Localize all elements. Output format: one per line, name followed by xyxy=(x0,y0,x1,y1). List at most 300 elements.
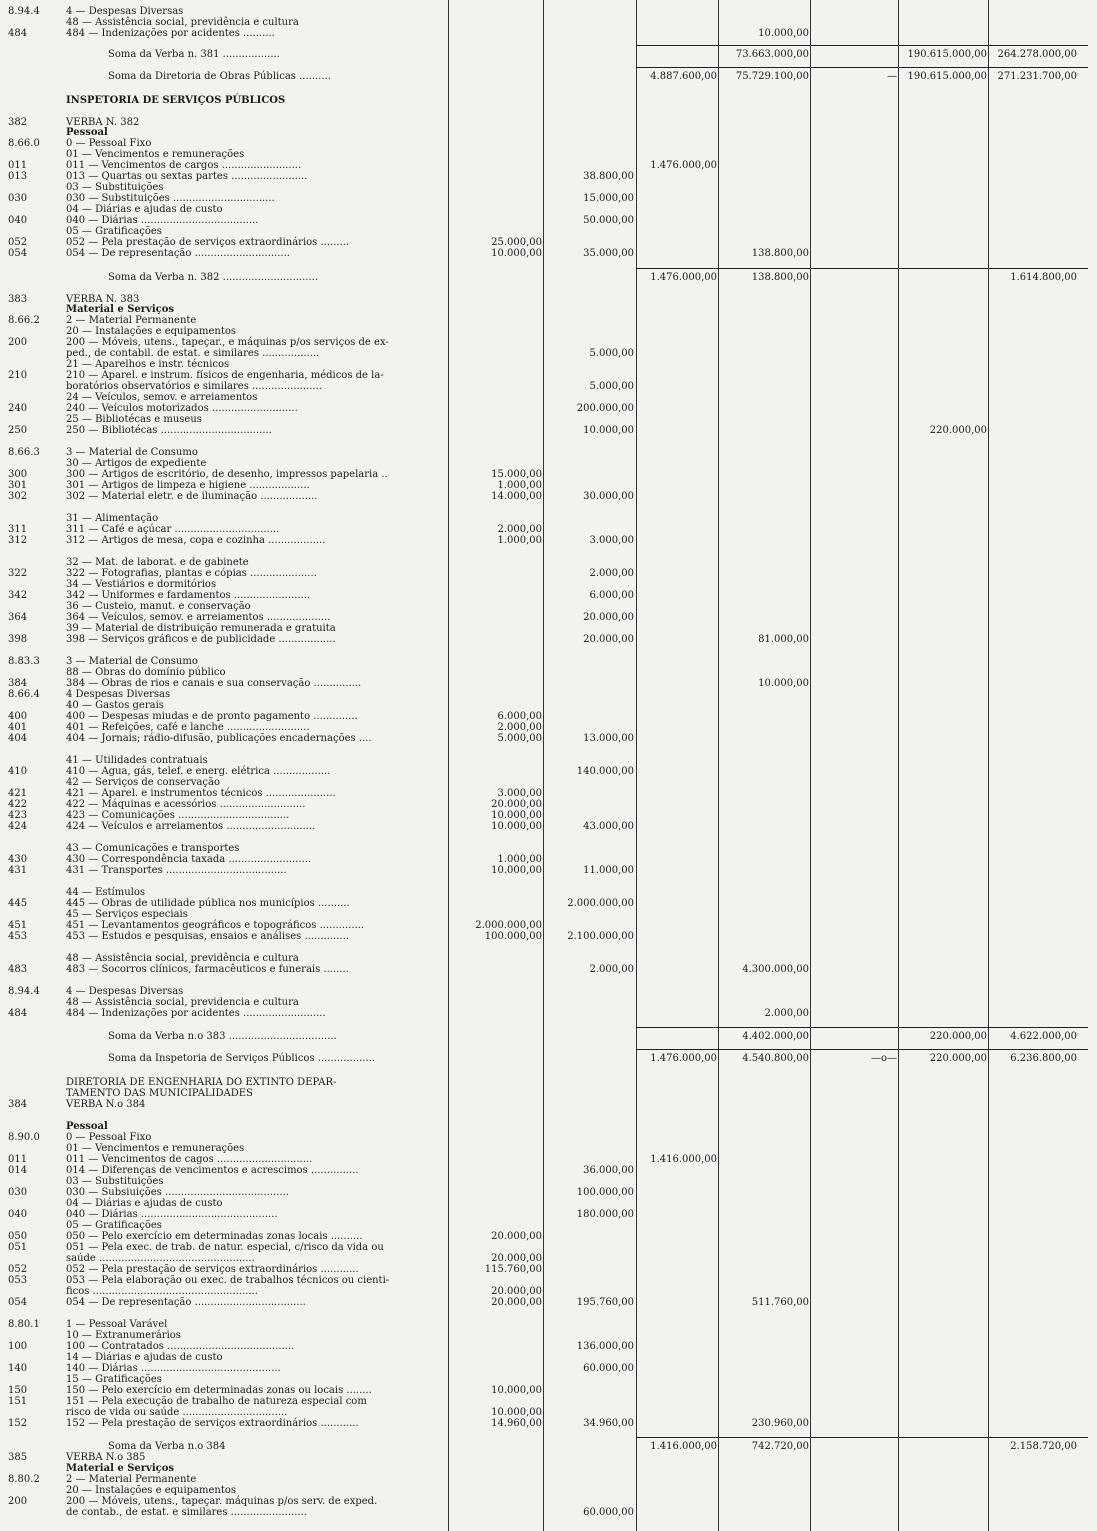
item-label: 054 — De representação ................................... xyxy=(66,1297,306,1308)
amount-column-2: 60.000,00 xyxy=(583,1363,634,1374)
item-code: 8.66.3 xyxy=(8,447,40,458)
amount-column-4: 138.800,00 xyxy=(751,248,809,259)
item-label: 040 — Diárias ..................................... xyxy=(66,215,259,226)
item-label: 32 — Mat. de laborat. e de gabinete xyxy=(66,557,249,568)
item-label: 484 — Indenizações por acidentes .......... xyxy=(66,28,275,39)
ledger-row xyxy=(0,568,1097,579)
item-label: 030 — Subsiuições ....................................... xyxy=(66,1187,289,1198)
amount-column-7: 271.231.700,00 xyxy=(997,71,1077,82)
item-label: 400 — Despesas miudas e de pronto pagamento .............. xyxy=(66,711,358,722)
item-label: 302 — Material eletr. e de iluminação .................. xyxy=(66,491,318,502)
amount-column-5: — xyxy=(887,71,897,82)
item-label: 4 — Despesas Diversas xyxy=(66,6,184,17)
ledger-row xyxy=(0,887,1097,898)
item-label: 30 — Artigos de expediente xyxy=(66,458,207,469)
ledger-row xyxy=(0,1286,1097,1297)
amount-column-1: 1.000,00 xyxy=(497,480,542,491)
ledger-row xyxy=(0,1209,1097,1220)
item-label: 2 — Material Permanente xyxy=(66,1474,197,1485)
amount-column-4: 73.663.000,00 xyxy=(735,49,809,60)
amount-column-1: 2.000.000,00 xyxy=(475,920,542,931)
item-label: INSPETORIA DE SERVIÇOS PÚBLICOS xyxy=(66,95,286,106)
ledger-row xyxy=(0,403,1097,414)
item-label: 36 — Custeio, manut. e conservação xyxy=(66,601,251,612)
amount-column-1: 14.000,00 xyxy=(491,491,542,502)
ledger-row xyxy=(0,1143,1097,1154)
amount-column-1: 1.000,00 xyxy=(497,854,542,865)
amount-column-4: 4.402.000,00 xyxy=(742,1031,809,1042)
item-label: VERBA N.o 385 xyxy=(66,1452,146,1463)
ledger-row xyxy=(0,491,1097,502)
amount-column-4: 742.720,00 xyxy=(751,1441,809,1452)
amount-column-2: 10.000,00 xyxy=(583,425,634,436)
item-code: 040 xyxy=(8,1209,28,1220)
item-label: ficos .................................................... xyxy=(66,1286,258,1297)
sum-rule xyxy=(636,1049,1088,1050)
item-label: 0 — Pessoal Fixo xyxy=(66,138,152,149)
item-label: Material e Serviços xyxy=(66,304,175,315)
item-label: 01 — Vencimentos e remunerações xyxy=(66,1143,245,1154)
item-code: 250 xyxy=(8,425,28,436)
ledger-row xyxy=(0,480,1097,491)
ledger-row xyxy=(0,1165,1097,1176)
item-label: 48 — Assistência social, previdência e cultura xyxy=(66,953,299,964)
sum-rule xyxy=(636,268,1088,269)
amount-column-2: 6.000,00 xyxy=(589,590,634,601)
item-code: 052 xyxy=(8,1264,28,1275)
item-code: 300 xyxy=(8,469,28,480)
item-label: 401 — Refeições, café e lanche .......................... xyxy=(66,722,310,733)
amount-column-7: 1.614.800,00 xyxy=(1010,272,1077,283)
amount-column-2: 20.000,00 xyxy=(583,612,634,623)
item-label: VERBA N. 382 xyxy=(66,117,140,128)
item-label: 31 — Alimentação xyxy=(66,513,159,524)
item-code: 410 xyxy=(8,766,28,777)
ledger-total-row xyxy=(0,71,1097,82)
amount-column-1: 20.000,00 xyxy=(491,799,542,810)
amount-column-3: 4.887.600,00 xyxy=(650,71,717,82)
ledger-row xyxy=(0,1099,1097,1110)
item-code: 453 xyxy=(8,931,28,942)
item-label: 04 — Diárias e ajudas de custo xyxy=(66,204,223,215)
item-label: 422 — Máquinas e acessórios ........................... xyxy=(66,799,306,810)
item-label: 410 — Agua, gás, telef. e energ. elétrica .................. xyxy=(66,766,331,777)
ledger-row xyxy=(0,689,1097,700)
amount-column-4: 10.000,00 xyxy=(758,28,809,39)
ledger-row xyxy=(0,1496,1097,1507)
item-label: 88 — Obras do domínio público xyxy=(66,667,226,678)
ledger-row xyxy=(0,854,1097,865)
item-label: Soma da Verba n. 382 .............................. xyxy=(108,272,319,283)
item-code: 200 xyxy=(8,1496,28,1507)
amount-column-2: 2.000,00 xyxy=(589,964,634,975)
item-label: Soma da Verba n.o 383 .................................. xyxy=(108,1031,337,1042)
item-label: Material e Serviços xyxy=(66,1463,175,1474)
ledger-row xyxy=(0,1396,1097,1407)
item-label: 051 — Pela exec. de trab. de natur. especial, c/risco da vida ou xyxy=(66,1242,384,1253)
item-code: 384 xyxy=(8,1099,28,1110)
sum-rule xyxy=(636,1437,1088,1438)
ledger-row xyxy=(0,612,1097,623)
item-code: 030 xyxy=(8,1187,28,1198)
ledger-row xyxy=(0,1507,1097,1518)
item-code: 322 xyxy=(8,568,28,579)
item-code: 150 xyxy=(8,1385,28,1396)
item-label: 45 — Serviços especiais xyxy=(66,909,188,920)
item-code: 054 xyxy=(8,1297,28,1308)
amount-column-4: 2.000,00 xyxy=(764,1008,809,1019)
ledger-row xyxy=(0,678,1097,689)
item-label: 04 — Diárias e ajudas de custo xyxy=(66,1198,223,1209)
item-code: 8.66.2 xyxy=(8,315,40,326)
ledger-row xyxy=(0,1341,1097,1352)
item-label: Pessoal xyxy=(66,1121,108,1132)
ledger-row xyxy=(0,964,1097,975)
ledger-row xyxy=(0,623,1097,634)
item-label: 40 — Gastos gerais xyxy=(66,700,164,711)
item-code: 384 xyxy=(8,678,28,689)
amount-column-2: 35.000,00 xyxy=(583,248,634,259)
ledger-row xyxy=(0,1485,1097,1496)
item-code: 422 xyxy=(8,799,28,810)
item-label: 44 — Estímulos xyxy=(66,887,146,898)
item-code: 364 xyxy=(8,612,28,623)
amount-column-2: 34.960,00 xyxy=(583,1418,634,1429)
item-label: 140 — Diárias ............................................ xyxy=(66,1363,281,1374)
amount-column-2: 195.760,00 xyxy=(576,1297,634,1308)
ledger-row xyxy=(0,634,1097,645)
ledger-total-row xyxy=(0,49,1097,60)
amount-column-1: 10.000,00 xyxy=(491,1385,542,1396)
ledger-row xyxy=(0,237,1097,248)
ledger-row xyxy=(0,204,1097,215)
ledger-row xyxy=(0,799,1097,810)
item-code: 014 xyxy=(8,1165,28,1176)
amount-column-1: 20.000,00 xyxy=(491,1297,542,1308)
amount-column-2: 136.000,00 xyxy=(576,1341,634,1352)
amount-column-3: 1.416.000,00 xyxy=(650,1441,717,1452)
item-label: 1 — Pessoal Varável xyxy=(66,1319,168,1330)
item-label: 250 — Bibliotécas ................................... xyxy=(66,425,272,436)
item-label: boratórios observatórios e similares ...................... xyxy=(66,381,322,392)
ledger-row xyxy=(0,469,1097,480)
amount-column-2: 180.000,00 xyxy=(576,1209,634,1220)
item-label: 398 — Serviços gráficos e de publicidade .................. xyxy=(66,634,336,645)
amount-column-5: —o— xyxy=(870,1053,897,1064)
item-label: 21 — Aparelhos e instr. técnicos xyxy=(66,359,230,370)
item-label: 34 — Vestiários e dormitórios xyxy=(66,579,217,590)
item-label: TAMENTO DAS MUNICIPALIDADES xyxy=(66,1088,253,1099)
amount-column-1: 2.000,00 xyxy=(497,524,542,535)
item-label: 43 — Comunicações e transportes xyxy=(66,843,240,854)
amount-column-1: 20.000,00 xyxy=(491,1231,542,1242)
amount-column-2: 2.000,00 xyxy=(589,568,634,579)
item-label: 054 — De representação .............................. xyxy=(66,248,290,259)
ledger-row xyxy=(0,392,1097,403)
amount-column-6: 220.000,00 xyxy=(929,1031,987,1042)
item-code: 140 xyxy=(8,1363,28,1374)
ledger-row xyxy=(0,579,1097,590)
item-label: 3 — Material de Consumo xyxy=(66,656,198,667)
item-code: 054 xyxy=(8,248,28,259)
item-code: 445 xyxy=(8,898,28,909)
ledger-row xyxy=(0,1187,1097,1198)
item-label: 42 — Serviços de conservação xyxy=(66,777,220,788)
ledger-row xyxy=(0,447,1097,458)
ledger-row xyxy=(0,1463,1097,1474)
item-code: 312 xyxy=(8,535,28,546)
ledger-row xyxy=(0,590,1097,601)
ledger-row xyxy=(0,920,1097,931)
item-code: 401 xyxy=(8,722,28,733)
ledger-row xyxy=(0,821,1097,832)
amount-column-2: 20.000,00 xyxy=(583,634,634,645)
amount-column-1: 14.960,00 xyxy=(491,1418,542,1429)
amount-column-3: 1.476.000,00 xyxy=(650,1053,717,1064)
item-label: 03 — Substituições xyxy=(66,182,164,193)
item-label: 4 — Despesas Diversas xyxy=(66,986,184,997)
amount-column-7: 4.622.000,00 xyxy=(1010,1031,1077,1042)
ledger-row xyxy=(0,226,1097,237)
amount-column-2: 200.000,00 xyxy=(576,403,634,414)
ledger-row xyxy=(0,1319,1097,1330)
item-code: 152 xyxy=(8,1418,28,1429)
ledger-row xyxy=(0,1008,1097,1019)
item-code: 484 xyxy=(8,1008,28,1019)
item-label: VERBA N.o 384 xyxy=(66,1099,146,1110)
item-label: 384 — Obras de rios e canais e sua conservação ............... xyxy=(66,678,362,689)
item-code: 8.66.4 xyxy=(8,689,40,700)
item-label: saúde ................................................. xyxy=(66,1253,255,1264)
amount-column-4: 138.800,00 xyxy=(751,272,809,283)
ledger-row xyxy=(0,931,1097,942)
amount-column-3: 1.476.000,00 xyxy=(650,160,717,171)
ledger-row xyxy=(0,535,1097,546)
item-label: 03 — Substituições xyxy=(66,1176,164,1187)
item-label: 3 — Material de Consumo xyxy=(66,447,198,458)
amount-column-6: 190.615.000,00 xyxy=(907,71,987,82)
item-label: Pessoal xyxy=(66,127,108,138)
item-label: 364 — Veículos, semov. e arreiamentos .................... xyxy=(66,612,331,623)
item-label: 404 — Jornais; rádio-difusão, publicações encadernações .... xyxy=(66,733,372,744)
ledger-row xyxy=(0,193,1097,204)
item-label: 0 — Pessoal Fixo xyxy=(66,1132,152,1143)
item-label: 05 — Gratificações xyxy=(66,1220,162,1231)
item-label: 150 — Pelo exercício em determinadas zonas ou locais ........ xyxy=(66,1385,372,1396)
ledger-row xyxy=(0,138,1097,149)
amount-column-4: 75.729.100,00 xyxy=(735,71,809,82)
item-code: 8.94.4 xyxy=(8,6,40,17)
amount-column-1: 2.000,00 xyxy=(497,722,542,733)
amount-column-1: 10.000,00 xyxy=(491,1407,542,1418)
amount-column-7: 264.278.000,00 xyxy=(997,49,1077,60)
item-label: 014 — Diferenças de vencimentos e acrescimos ............... xyxy=(66,1165,359,1176)
ledger-row xyxy=(0,722,1097,733)
amount-column-6: 190.615.000,00 xyxy=(907,49,987,60)
item-label: 011 — Vencimentos de cargos ......................... xyxy=(66,160,302,171)
ledger-row xyxy=(0,215,1097,226)
amount-column-1: 10.000,00 xyxy=(491,821,542,832)
ledger-row xyxy=(0,326,1097,337)
item-label: 200 — Móveis, utens., tapeçar. máquinas p/os serv. de exped. xyxy=(66,1496,378,1507)
item-label: 20 — Instalações e equipamentos xyxy=(66,1485,237,1496)
ledger-row xyxy=(0,513,1097,524)
amount-column-1: 5.000,00 xyxy=(497,733,542,744)
item-label: 20 — Instalações e equipamentos xyxy=(66,326,237,337)
item-label: 240 — Veículos motorizados ........................... xyxy=(66,403,298,414)
ledger-row xyxy=(0,1132,1097,1143)
amount-column-2: 140.000,00 xyxy=(576,766,634,777)
ledger-row xyxy=(0,95,1097,106)
item-code: 423 xyxy=(8,810,28,821)
ledger-row xyxy=(0,898,1097,909)
item-code: 431 xyxy=(8,865,28,876)
item-label: 10 — Extranumerários xyxy=(66,1330,181,1341)
item-label: 39 — Material de distribuição remunerada e gratuita xyxy=(66,623,336,634)
ledger-row xyxy=(0,1374,1097,1385)
ledger-row xyxy=(0,777,1097,788)
ledger-row xyxy=(0,1242,1097,1253)
amount-column-1: 25.000,00 xyxy=(491,237,542,248)
item-label: 053 — Pela elaboração ou exec. de trabalhos técnicos ou cienti- xyxy=(66,1275,390,1286)
amount-column-2: 2.100.000,00 xyxy=(567,931,634,942)
amount-column-1: 10.000,00 xyxy=(491,248,542,259)
item-code: 382 xyxy=(8,117,28,128)
ledger-total-row xyxy=(0,1031,1097,1042)
item-label: 484 — Indenizações por acidentes .......................... xyxy=(66,1008,326,1019)
ledger-row xyxy=(0,1088,1097,1099)
ledger-row xyxy=(0,337,1097,348)
ledger-row xyxy=(0,1121,1097,1132)
amount-column-1: 115.760,00 xyxy=(484,1264,542,1275)
item-label: 48 — Assistência social, previdência e cultura xyxy=(66,17,299,28)
item-code: 311 xyxy=(8,524,28,535)
item-code: 052 xyxy=(8,237,28,248)
ledger-row xyxy=(0,127,1097,138)
ledger-row xyxy=(0,182,1097,193)
item-label: 011 — Vencimentos de cagos .............................. xyxy=(66,1154,313,1165)
item-label: 01 — Vencimentos e remunerações xyxy=(66,149,245,160)
item-code: 400 xyxy=(8,711,28,722)
ledger-row xyxy=(0,381,1097,392)
amount-column-2: 36.000,00 xyxy=(583,1165,634,1176)
ledger-row xyxy=(0,6,1097,17)
amount-column-2: 11.000,00 xyxy=(583,865,634,876)
amount-column-4: 511.760,00 xyxy=(751,1297,809,1308)
ledger-row xyxy=(0,1253,1097,1264)
ledger-row xyxy=(0,997,1097,1008)
item-label: risco de vida ou saúde ................................. xyxy=(66,1407,288,1418)
ledger-row xyxy=(0,1231,1097,1242)
item-label: de contab., de estat. e similares ........................ xyxy=(66,1507,307,1518)
item-code: 8.80.1 xyxy=(8,1319,40,1330)
item-label: 052 — Pela prestação de serviços extraordinários ............ xyxy=(66,1264,359,1275)
item-label: 431 — Transportes ...................................... xyxy=(66,865,287,876)
item-label: 4 Despesas Diversas xyxy=(66,689,171,700)
item-label: 100 — Contratados ........................................ xyxy=(66,1341,295,1352)
item-code: 383 xyxy=(8,294,28,305)
ledger-row xyxy=(0,667,1097,678)
item-code: 301 xyxy=(8,480,28,491)
ledger-row xyxy=(0,524,1097,535)
ledger-row xyxy=(0,865,1097,876)
item-code: 8.66.0 xyxy=(8,138,40,149)
ledger-row xyxy=(0,711,1097,722)
amount-column-6: 220.000,00 xyxy=(929,1053,987,1064)
item-label: 210 — Aparel. e instrum. físicos de engenharia, médicos de la- xyxy=(66,370,384,381)
sum-rule xyxy=(636,45,1088,46)
amount-column-4: 4.300.000,00 xyxy=(742,964,809,975)
item-code: 398 xyxy=(8,634,28,645)
item-label: 311 — Café e açúcar ................................. xyxy=(66,524,280,535)
item-label: 013 — Quartas ou sextas partes ........................ xyxy=(66,171,308,182)
amount-column-7: 2.158.720,00 xyxy=(1010,1441,1077,1452)
amount-column-2: 13.000,00 xyxy=(583,733,634,744)
item-label: 424 — Veículos e arreiamentos ............................ xyxy=(66,821,316,832)
item-code: 240 xyxy=(8,403,28,414)
item-code: 053 xyxy=(8,1275,28,1286)
ledger-row xyxy=(0,171,1097,182)
item-code: 302 xyxy=(8,491,28,502)
item-label: 200 — Móveis, utens., tapeçar., e máquinas p/os serviços de ex- xyxy=(66,337,389,348)
ledger-row xyxy=(0,1452,1097,1463)
amount-column-7: 6.236.800,00 xyxy=(1010,1053,1077,1064)
amount-column-4: 10.000,00 xyxy=(758,678,809,689)
ledger-row xyxy=(0,766,1097,777)
amount-column-2: 43.000,00 xyxy=(583,821,634,832)
ledger-row xyxy=(0,315,1097,326)
ledger-row xyxy=(0,248,1097,259)
item-label: 05 — Gratificações xyxy=(66,226,162,237)
ledger-row xyxy=(0,1330,1097,1341)
ledger-row xyxy=(0,414,1097,425)
item-label: 030 — Substituições ................................ xyxy=(66,193,275,204)
item-label: 25 — Bibliotécas e museus xyxy=(66,414,202,425)
ledger-row xyxy=(0,1474,1097,1485)
ledger-row xyxy=(0,601,1097,612)
ledger-row xyxy=(0,953,1097,964)
amount-column-2: 15.000,00 xyxy=(583,193,634,204)
item-code: 8.94.4 xyxy=(8,986,40,997)
item-label: 430 — Correspondência taxada .......................... xyxy=(66,854,312,865)
amount-column-2: 5.000,00 xyxy=(589,381,634,392)
ledger-row xyxy=(0,1220,1097,1231)
ledger-row xyxy=(0,1407,1097,1418)
item-code: 424 xyxy=(8,821,28,832)
item-code: 050 xyxy=(8,1231,28,1242)
amount-column-2: 3.000,00 xyxy=(589,535,634,546)
ledger-row xyxy=(0,755,1097,766)
ledger-row xyxy=(0,17,1097,28)
ledger-row xyxy=(0,1154,1097,1165)
item-label: 483 — Socorros clínicos, farmacêuticos e funerais ........ xyxy=(66,964,349,975)
ledger-row xyxy=(0,1275,1097,1286)
item-label: 423 — Comunicações ................................... xyxy=(66,810,290,821)
item-code: 8.90.0 xyxy=(8,1132,40,1143)
item-code: 451 xyxy=(8,920,28,931)
ledger-row xyxy=(0,1176,1097,1187)
item-label: Soma da Verba n.o 384 xyxy=(108,1441,226,1452)
amount-column-2: 100.000,00 xyxy=(576,1187,634,1198)
item-label: 040 — Diárias ........................................... xyxy=(66,1209,278,1220)
ledger-row xyxy=(0,557,1097,568)
ledger-row xyxy=(0,1077,1097,1088)
item-label: 14 — Diárias e ajudas de custo xyxy=(66,1352,223,1363)
item-label: 24 — Veículos, semov. e arreiamentos xyxy=(66,392,258,403)
item-label: 342 — Uniformes e fardamentos ........................ xyxy=(66,590,311,601)
ledger-row xyxy=(0,348,1097,359)
item-code: 030 xyxy=(8,193,28,204)
